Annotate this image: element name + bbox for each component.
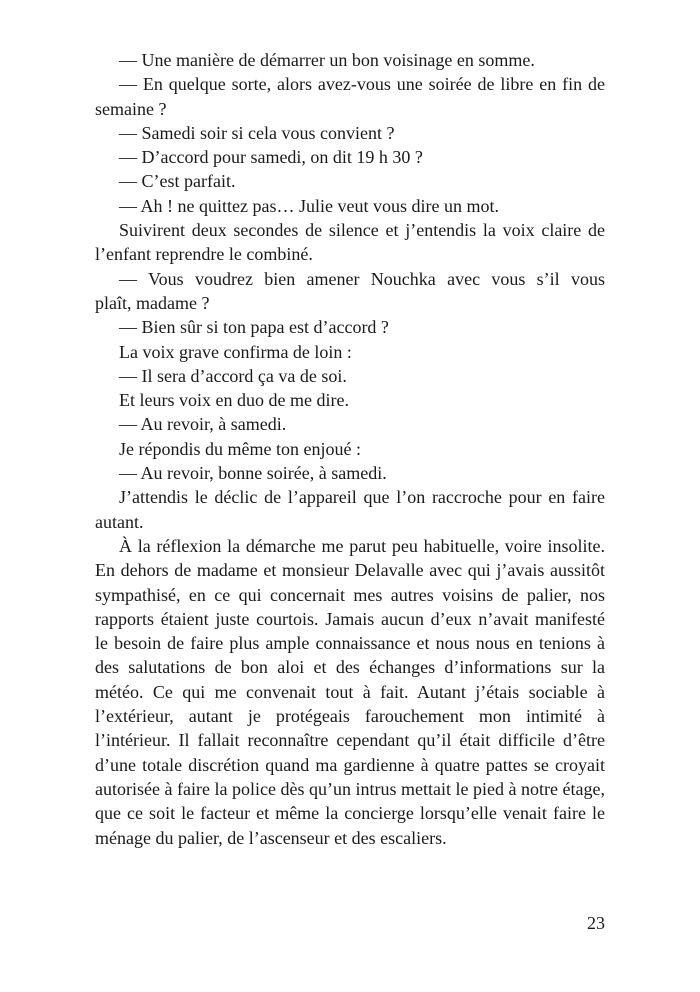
text-line: des salutations de bon aloi et des échanges d’informations sur la (95, 657, 605, 678)
paragraph (95, 121, 605, 145)
paragraph (95, 72, 605, 121)
paragraph (95, 437, 605, 461)
paragraph (95, 267, 605, 316)
text-line: plaît, madame ? (95, 292, 210, 313)
text-line: l’extérieur, autant je protégeais farouchement mon intimité à (95, 706, 605, 727)
text-line: autorisée à faire la police dès qu’un intrus mettait le pied à notre étage, (95, 778, 605, 799)
text-line: ménage du palier, de l’ascenseur et des escaliers. (95, 827, 447, 848)
paragraph (95, 340, 605, 364)
text-line: — D’accord pour samedi, on dit 19 h 30 ? (119, 147, 423, 168)
text-line: autant. (95, 511, 144, 532)
text-line: le besoin de faire plus ample connaissance et nous nous en tenions à (95, 633, 605, 654)
text-line: — Vous voudrez bien amener Nouchka avec vous s’il vous (119, 268, 605, 289)
paragraph (95, 169, 605, 193)
paragraph (95, 194, 605, 218)
text-line: — Une manière de démarrer un bon voisinage en somme. (119, 50, 535, 70)
text-line: — Au revoir, à samedi. (119, 414, 287, 435)
text-line: — Il sera d’accord ça va de soi. (119, 365, 347, 386)
text-line: que ce soit le facteur et même la concierge lorsqu’elle venait faire le (95, 803, 605, 824)
text-line: En dehors de madame et monsieur Delavalle avec qui j’avais aussitôt (95, 560, 605, 581)
text-line: météo. Ce qui me convenait tout à fait. Autant j’étais sociable à (95, 681, 605, 702)
paragraph (95, 485, 605, 534)
paragraph (95, 145, 605, 169)
paragraph (95, 218, 605, 267)
text-line: — Au revoir, bonne soirée, à samedi. (119, 463, 387, 484)
text-line: J’attendis le déclic de l’appareil que l’on raccroche pour en faire (119, 487, 605, 508)
page-number: 23 (587, 913, 605, 933)
paragraph (95, 48, 605, 72)
body-text (95, 48, 605, 850)
text-line: sympathisé, en ce qui concernait mes autres voisins de palier, nos (95, 584, 605, 605)
text-line: À la réflexion la démarche me parut peu habituelle, voire insolite. (119, 535, 605, 556)
text-line: Suivirent deux secondes de silence et j’entendis la voix claire de (119, 220, 605, 241)
text-line: d’une totale discrétion quand ma gardienne à quatre pattes se croyait (95, 754, 605, 775)
text-line: l’enfant reprendre le combiné. (95, 244, 313, 265)
text-line: semaine ? (95, 98, 167, 119)
text-line: — Samedi soir si cela vous convient ? (119, 122, 395, 143)
text-line: Et leurs voix en duo de me dire. (119, 390, 349, 411)
text-line: — C’est parfait. (119, 171, 236, 192)
paragraph (95, 388, 605, 412)
paragraph (95, 315, 605, 339)
text-line: Je répondis du même ton enjoué : (119, 438, 361, 459)
text-line: La voix grave confirma de loin : (119, 341, 352, 362)
paragraph (95, 534, 605, 850)
text-line: rapports étaient juste courtois. Jamais aucun d’eux n’avait manifesté (95, 608, 605, 629)
paragraph (95, 364, 605, 388)
paragraph (95, 461, 605, 485)
text-line: — Ah ! ne quittez pas… Julie veut vous dire un mot. (119, 195, 499, 216)
text-line: l’intérieur. Il fallait reconnaître cependant qu’il était difficile d’être (95, 730, 605, 751)
paragraph (95, 412, 605, 436)
text-line: — En quelque sorte, alors avez-vous une soirée de libre en fin de (119, 74, 605, 95)
text-line: — Bien sûr si ton papa est d’accord ? (119, 317, 389, 338)
